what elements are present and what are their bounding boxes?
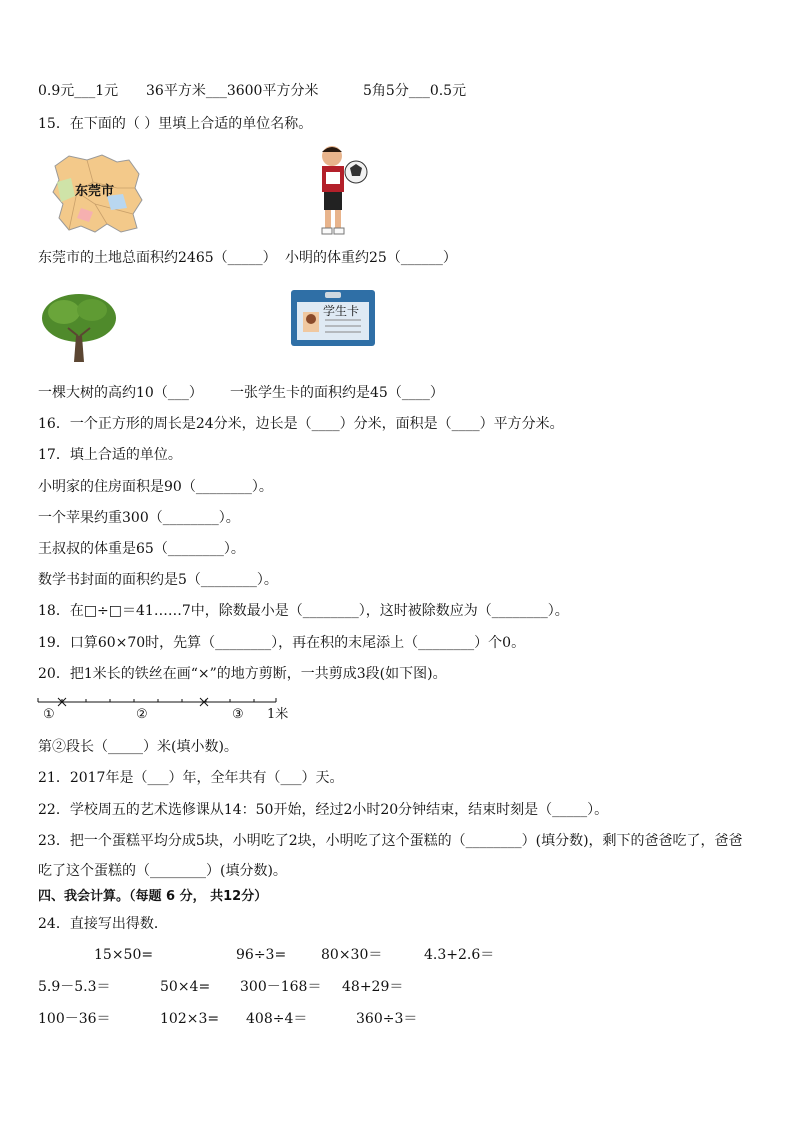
calc-item: 408÷4＝ [246,1011,308,1027]
question-24: 24．直接写出得数． [38,916,168,932]
question-22: 22．学校周五的艺术选修课从14：50开始，经过2小时20分钟结束，结束时刻是（_____）。 [38,802,609,818]
question-15: 15．在下面的（ ）里填上合适的单位名称。 [38,116,313,132]
question-17a: 小明家的住房面积是90（________）。 [38,479,273,495]
question-16: 16．一个正方形的周长是24分米，边长是（____）分米，面积是（____）平方分米。 [38,416,564,432]
question-15a: 东莞市的土地总面积约2465（_____） [38,250,277,266]
calc-item: 96÷3= [236,947,287,963]
question-15d: 一张学生卡的面积约是45（____） [230,385,444,401]
question-18: 18．在□÷□＝41……7中，除数最小是（________），这时被除数应为（________）。 [38,603,569,619]
question-20a: 第②段长（_____）米(填小数)。 [38,739,238,755]
calc-item: 15×50= [94,947,154,963]
student-card-image [291,290,375,346]
dongguan-map-image [47,152,145,236]
segment-1-label: ① [43,707,55,722]
question-15c: 一棵大树的高约10（___） [38,385,203,401]
tree-image [40,290,118,364]
calc-item: 5.9－5.3＝ [38,979,111,995]
calc-item: 360÷3＝ [356,1011,418,1027]
segment-3-label: ③ [232,707,244,722]
question-23-line-1: 23．把一个蛋糕平均分成5块，小明吃了2块，小明吃了这个蛋糕的（________）(填分数)，剩下的爸爸吃了，爸爸 [38,833,743,849]
calc-item: 50×4= [160,979,211,995]
question-17b: 一个苹果约重300（________）。 [38,510,240,526]
compare-item-2: 36平方米___3600平方分米 [146,83,319,99]
boy-with-ball-image [312,142,370,238]
compare-item-3: 5角5分___0.5元 [363,83,467,99]
compare-item-1: 0.9元___1元 [38,83,119,99]
section-4-heading: 四、我会计算。（每题 6 分， 共12分） [38,889,268,904]
question-21: 21．2017年是（___）年，全年共有（___）天。 [38,770,344,786]
question-20: 20．把1米长的铁丝在画“×”的地方剪断，一共剪成3段(如下图)。 [38,666,447,682]
calc-item: 100－36＝ [38,1011,111,1027]
map-label: 东莞市 [75,184,115,199]
calc-item: 4.3+2.6＝ [424,947,495,963]
card-label: 学生卡 [323,304,360,318]
question-17c: 王叔叔的体重是65（________）。 [38,541,245,557]
question-17d: 数学书封面的面积约是5（________）。 [38,572,278,588]
wire-ruler-diagram [36,696,296,724]
question-23-line-2: 吃了这个蛋糕的（________）(填分数)。 [38,863,287,879]
calc-item: 102×3= [160,1011,220,1027]
question-17: 17．填上合适的单位。 [38,447,182,463]
calc-item: 80×30＝ [321,947,383,963]
question-19: 19．口算60×70时，先算（________），再在积的末尾添上（________）个0。 [38,635,526,651]
calc-item: 300－168＝ [240,979,322,995]
calc-item: 48+29＝ [342,979,404,995]
ruler-end-label: 1米 [267,707,289,722]
question-15b: 小明的体重约25（______） [285,250,457,266]
segment-2-label: ② [136,707,148,722]
